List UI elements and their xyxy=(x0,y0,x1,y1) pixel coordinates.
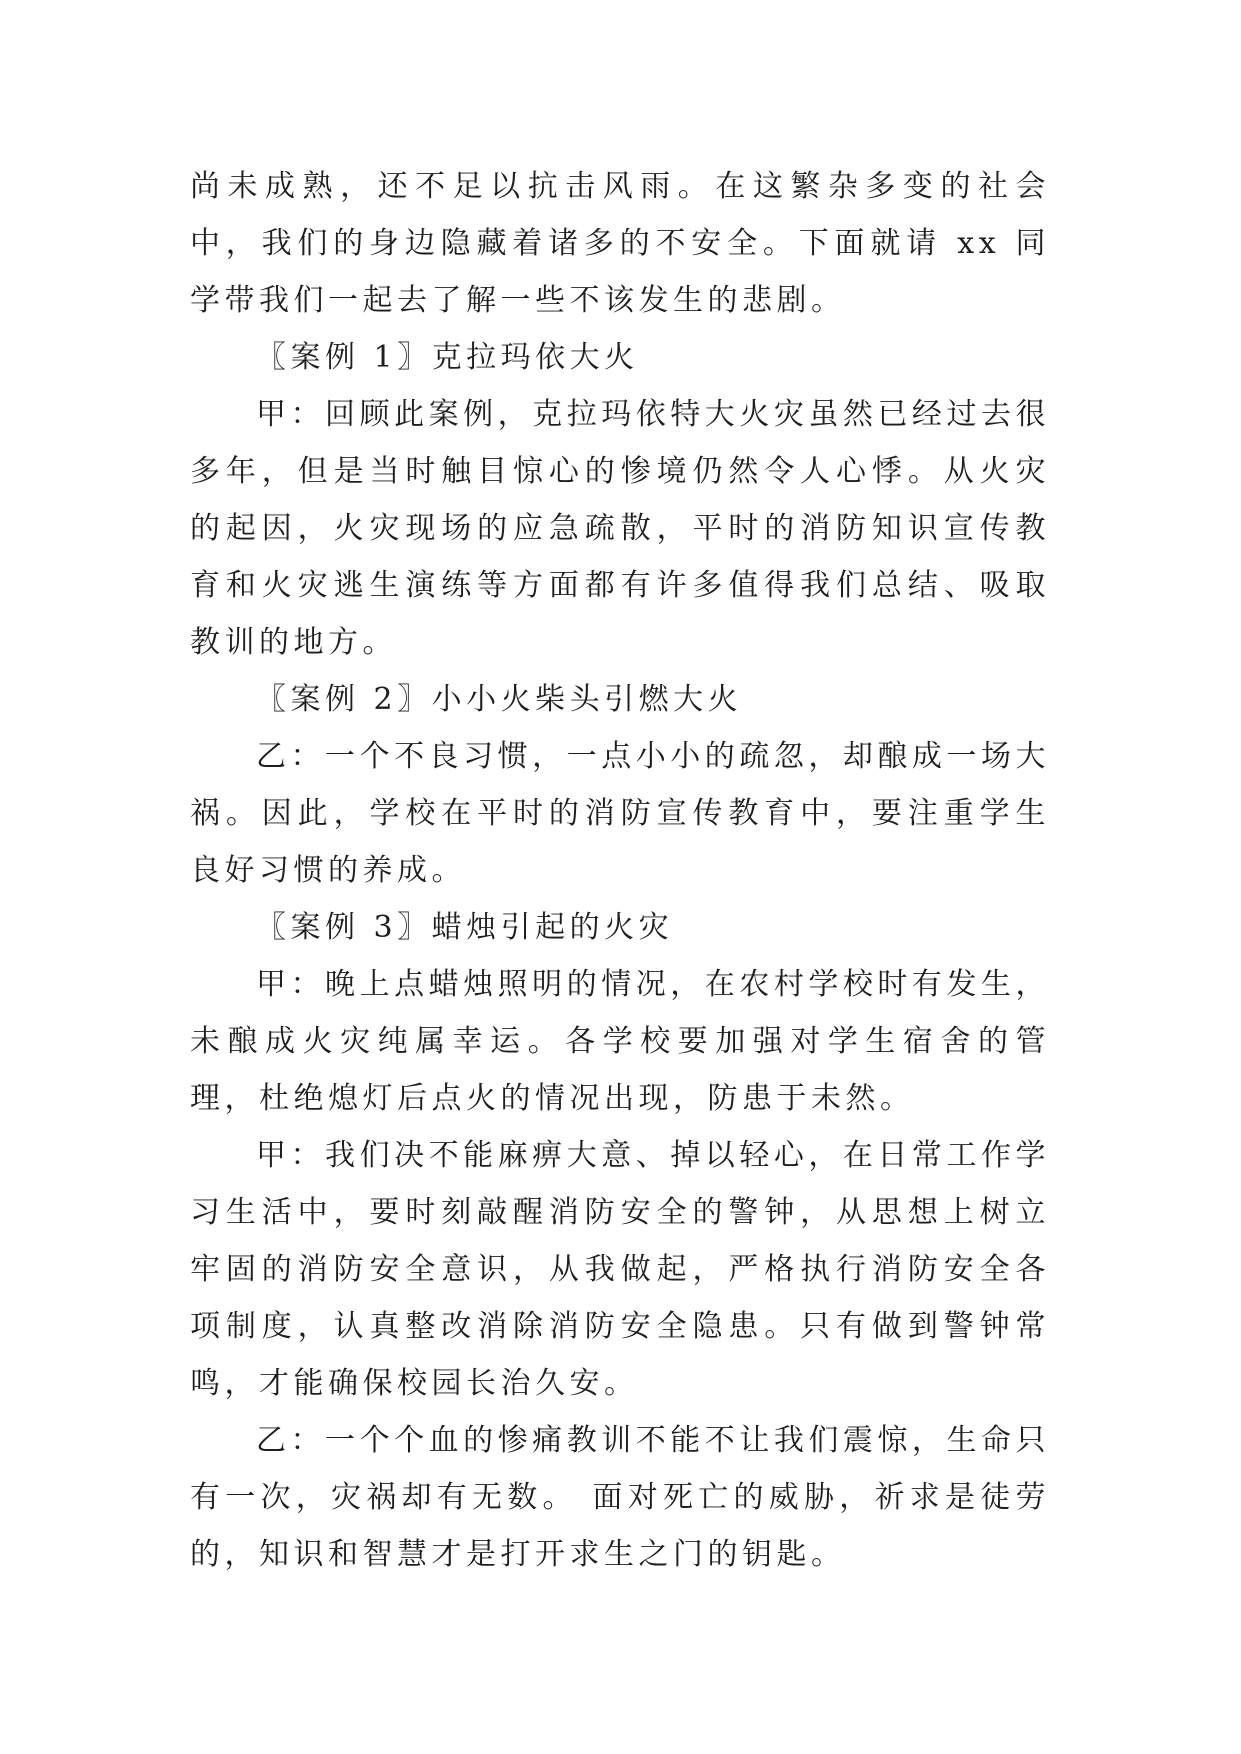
paragraph-closing: 乙：一个个血的惨痛教训不能不让我们震惊，生命只有一次，灾祸却有无数。 面对死亡的威胁，祈求是徒劳的，知识和智慧才是打开求生之门的钥匙。 xyxy=(190,1423,1050,1572)
paragraph-case-1-comment: 甲：回顾此案例，克拉玛依特大火灾虽然已经过去很多年，但是当时触目惊心的惨境仍然令人心悸。从火灾的起因，火灾现场的应急疏散，平时的消防知识宣传教育和火灾逃生演练等方面都有许多值得我们总结、吸取教训的地方。 xyxy=(190,397,1050,660)
case-3-heading: 〖案例 3〗蜡烛引起的火灾 xyxy=(256,910,674,945)
document-body xyxy=(190,158,1050,1583)
paragraph-case-2-comment: 乙：一个不良习惯，一点小小的疏忽，却酿成一场大祸。因此，学校在平时的消防宣传教育中，要注重学生良好习惯的养成。 xyxy=(190,739,1050,888)
paragraph-case-3-comment: 甲：晚上点蜡烛照明的情况，在农村学校时有发生，未酿成火灾纯属幸运。各学校要加强对学生宿舍的管理，杜绝熄灯后点火的情况出现，防患于未然。 xyxy=(190,967,1050,1116)
paragraph-intro: 尚未成熟，还不足以抗击风雨。在这繁杂多变的社会中，我们的身边隐藏着诸多的不安全。下面就请 xx 同学带我们一起去了解一些不该发生的悲剧。 xyxy=(190,169,1050,318)
paragraph-safety-awareness: 甲：我们决不能麻痹大意、掉以轻心，在日常工作学习生活中，要时刻敲醒消防安全的警钟，从思想上树立牢固的消防安全意识，从我做起，严格执行消防安全各项制度，认真整改消除消防安全隐患。只有做到警钟常鸣，才能确保校园长治久安。 xyxy=(190,1138,1050,1401)
case-1-heading: 〖案例 1〗克拉玛依大火 xyxy=(256,340,639,375)
case-2-heading: 〖案例 2〗小小火柴头引燃大火 xyxy=(256,682,743,717)
